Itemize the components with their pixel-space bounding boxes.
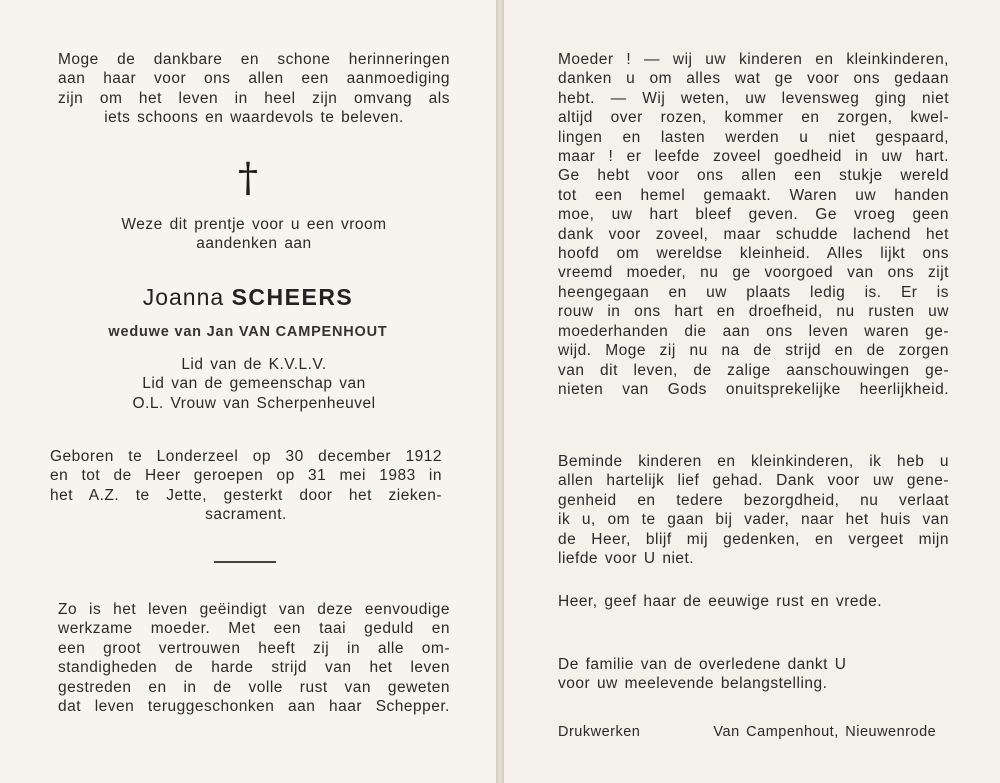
paragraph-line: Beminde kinderen en kleinkinderen, ik heb u: [558, 453, 949, 470]
closing-line: een groot vertrouwen heeft zij in alle om-: [58, 639, 450, 657]
closing-line: standigheden de harde strijd van het leven: [58, 659, 450, 677]
right-card-page: [504, 0, 1000, 783]
intro-paragraph: [58, 50, 450, 128]
paragraph-line: Moeder ! — wij uw kinderen en kleinkinderen,: [558, 51, 949, 68]
paragraph-line: wijd. Moge zij nu na de strijd en de zorgen: [558, 342, 949, 360]
membership-line: Lid van de gemeenschap van: [142, 375, 366, 393]
memberships-block: [58, 355, 450, 413]
membership-line: O.L. Vrouw van Scherpenheuvel: [132, 394, 376, 412]
intro-line: iets schoons en waardevols te beleven.: [104, 109, 404, 127]
intro-line: zijn om het leven in heel zijn omvang als: [58, 89, 450, 107]
card-fold: [496, 0, 504, 783]
intro-line: Moge de dankbare en schone herinneringen: [58, 51, 450, 68]
birth-death-line: Geboren te Londerzeel op 30 december 1912: [50, 448, 442, 465]
paragraph-line: moederhanden die aan ons leven waren ge-: [558, 322, 949, 340]
paragraph-line: rouw in ons hart en droefheid, nu rusten uw: [558, 303, 949, 321]
closing-line: werkzame moeder. Met een taai geduld en: [58, 620, 450, 638]
prayer-line: [558, 592, 882, 611]
printer-label: Drukwerken: [558, 724, 641, 740]
paragraph-line: tot een hemel gemaakt. Waren uw handen: [558, 186, 949, 204]
paragraph-line: nieten van Gods onuitsprekelijke heerlijkheid.: [558, 380, 949, 398]
remembrance-line: aandenken aan: [196, 235, 312, 253]
paragraph-line: maar ! er leefde zoveel goedheid in uw hart.: [558, 148, 949, 166]
widow-of-line: weduwe van Jan VAN CAMPENHOUT: [108, 324, 388, 340]
mother-address-paragraph: [558, 50, 949, 399]
paragraph-line: altijd over rozen, kommer en zorgen, kwel-: [558, 109, 949, 127]
birth-death-paragraph: [50, 447, 442, 525]
deceased-name: [0, 284, 496, 311]
paragraph-line: Ge hebt voor ons allen een stukje wereld: [558, 167, 949, 185]
paragraph-line: dank voor zoveel, maar schudde lachend het: [558, 225, 949, 243]
paragraph-line: lingen en lasten werden u niet gespaard,: [558, 128, 949, 146]
paragraph-line: ik u, om te gaan bij vader, naar het huis van: [558, 511, 949, 529]
paragraph-line: danken u om alles wat ge voor ons gedaan: [558, 70, 949, 88]
closing-paragraph: [58, 600, 450, 716]
family-thanks: [558, 655, 846, 694]
cross-symbol: †: [238, 155, 258, 201]
thanks-line: voor uw meelevende belangstelling.: [558, 675, 828, 693]
closing-line: dat leven teruggeschonken aan haar Schepper.: [58, 698, 450, 716]
printer-name: Van Campenhout, Nieuwenrode: [713, 724, 937, 740]
remembrance-text: [58, 215, 450, 254]
divider-line: [214, 561, 276, 563]
left-card-page: [0, 0, 496, 783]
paragraph-line: liefde voor U niet.: [558, 550, 695, 568]
paragraph-line: heengegaan en uw plaats ledig is. Er is: [558, 283, 949, 301]
remembrance-line: Weze dit prentje voor u een vroom: [121, 216, 387, 233]
farewell-paragraph: [558, 452, 949, 568]
deceased-first-name: Joanna: [142, 284, 225, 310]
paragraph-line: van dit leven, de zalige aanschouwingen ge-: [558, 361, 949, 379]
closing-line: gestreden en in de volle rust van geweten: [58, 678, 450, 696]
intro-line: aan haar voor ons allen een aanmoediging: [58, 70, 450, 88]
paragraph-line: genheid en tedere bezorgdheid, nu verlaat: [558, 491, 949, 509]
paragraph-line: hebt. — Wij weten, uw levensweg ging niet: [558, 89, 949, 107]
paragraph-line: moe, uw hart bleef geven. Ge vroeg geen: [558, 206, 949, 224]
birth-death-line: sacrament.: [205, 506, 287, 524]
paragraph-line: hoofd om wereldse kleinheid. Alles lijkt ons: [558, 245, 949, 263]
prayer-text: Heer, geef haar de eeuwige rust en vrede.: [558, 593, 883, 610]
deceased-last-name: SCHEERS: [231, 284, 354, 310]
closing-line: Zo is het leven geëindigt van deze eenvoudige: [58, 601, 450, 618]
birth-death-line: het A.Z. te Jette, gesterkt door het zieken-: [50, 486, 442, 504]
paragraph-line: de Heer, blijf mij gedenken, en vergeet mijn: [558, 530, 949, 548]
printer-credit: [558, 723, 936, 742]
paragraph-line: vreemd moeder, nu ge voorgoed van ons zijt: [558, 264, 949, 282]
birth-death-line: en tot de Heer geroepen op 31 mei 1983 in: [50, 467, 442, 485]
paragraph-line: allen hartelijk lief gehad. Dank voor uw gene-: [558, 472, 949, 490]
thanks-line: De familie van de overledene dankt U: [558, 656, 847, 673]
membership-line: Lid van de K.V.L.V.: [181, 356, 327, 373]
